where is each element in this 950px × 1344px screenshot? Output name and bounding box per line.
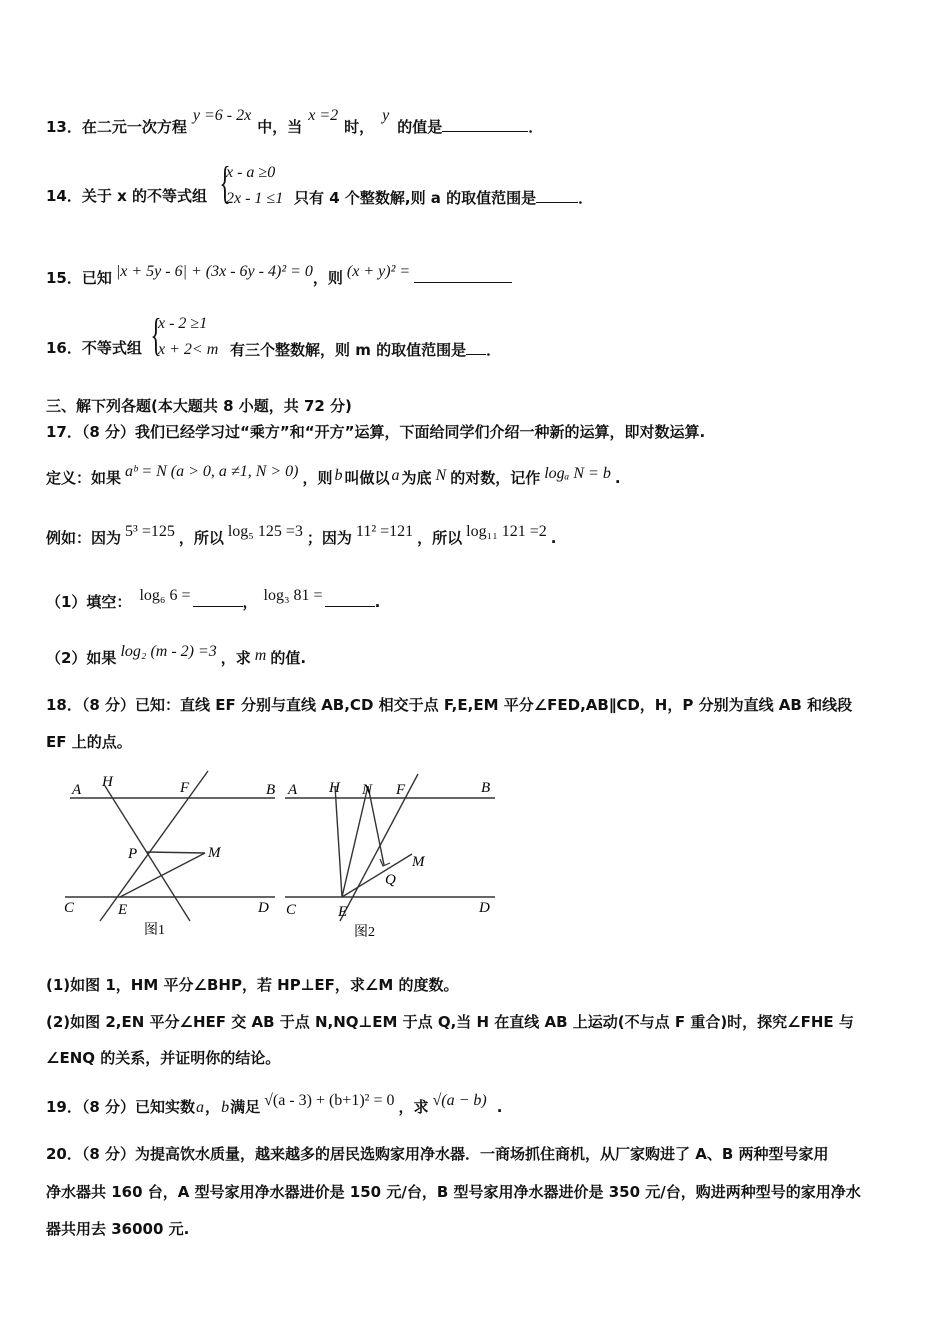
segment-ne [342,786,368,897]
question-14 [46,186,207,206]
text: ，所以 [178,529,224,547]
var-a: a [391,467,400,484]
left-brace: { [150,309,162,360]
line-ef [100,771,208,921]
text: ，求 [220,649,251,667]
text: . [614,469,621,487]
question-16 [46,338,142,358]
text: 的值. [270,649,307,667]
q18-line1: 18．（8 分）已知：直线 EF 分别与直线 AB,CD 相交于点 F,E,EM 平分∠FED,AB∥CD，H，P 分别为直线 AB 和线段 [46,696,853,714]
segment-hm [146,852,205,853]
q15-expression2: (x + y)² = [346,263,411,280]
text: ，求 [398,1098,429,1116]
label-b: B [266,782,276,798]
q16-tail-line [230,338,501,360]
var-b: b [221,1099,230,1116]
q14-end: ． [578,189,594,207]
q19-expression: √(a - 3) + (b+1)² = 0 [264,1092,395,1109]
q17-p1-a: log₆ 6 = [139,587,191,604]
text: 定义：如果 [46,469,122,487]
label-c: C [64,900,75,916]
question-15 [46,263,512,289]
text: ， [242,593,258,611]
var-m: m [254,647,267,664]
left-brace: { [219,157,231,208]
label-f: F [396,782,406,798]
label-h: H [102,774,113,790]
q13-tail: 的值是 [397,118,443,136]
q17-def-log: logₐ N = b [544,465,611,482]
label-m: M [208,845,221,861]
q14-tail-line [294,186,593,208]
segment-he [335,786,342,897]
q13-mid2: 时， [344,118,375,136]
label-a: A [72,782,82,798]
q18-part1: (1)如图 1，HM 平分∠BHP，若 HP⊥EF，求∠M 的度数。 [46,976,459,994]
q14-tail: 只有 4 个整数解,则 a 的取值范围是 [294,189,537,207]
q16-tail: 有三个整数解，则 m 的取值范围是 [230,341,467,359]
label-f: F [180,780,190,796]
line-ef [340,774,418,921]
answer-blank [414,266,512,283]
var-a: a [196,1099,205,1116]
var-b: b [334,467,343,484]
label-m: M [412,854,425,870]
q13-equation: y =6 - 2x [192,107,252,124]
q13-end: ． [528,118,544,136]
label-d: D [258,900,269,916]
q17-ex1: 5³ =125 [125,523,175,540]
q17-ex4: log₁₁ 121 =2 [466,523,547,540]
q17-def-expression: aᵇ = N (a > 0, a ≠1, N > 0) [125,463,299,480]
q17-p1-b: log₃ 81 = [263,587,323,604]
q14-label: 14．关于 x 的不等式组 [46,187,207,205]
q19-expression2: √(a − b) [432,1092,487,1109]
caption-1: 图1 [144,923,165,938]
q13-label: 13．在二元一次方程 [46,118,187,136]
section-header: 三、解下列各题(本大题共 8 小题，共 72 分) [46,397,352,415]
label-q: Q [385,872,396,888]
q16-end: ． [486,341,502,359]
label-a: A [288,782,298,798]
text: 为底 [401,469,432,487]
q18-line2: EF 上的点。 [46,733,132,751]
q13-y: y [382,107,390,124]
label-e: E [118,902,128,918]
q16-system [158,314,218,360]
line-hp [105,786,190,921]
text: 的对数，记作 [450,469,541,487]
caption-2: 图2 [354,925,375,940]
text: 19．（8 分）已知实数 [46,1098,196,1116]
text: （2）如果 [46,649,117,667]
text: ，则 [302,469,333,487]
question-19 [46,1092,503,1118]
q18-part2-line2: ∠ENQ 的关系，并证明你的结论。 [46,1049,281,1067]
text: 叫做以 [344,469,390,487]
label-e: E [338,904,348,920]
var-n: N [435,467,447,484]
text: （1）填空： [46,593,132,611]
q20-line3: 器共用去 36000 元. [46,1220,190,1238]
text: 满足 [230,1098,261,1116]
label-p: P [128,846,138,862]
q20-line1: 20．（8 分）为提高饮水质量，越来越多的居民选购家用净水器．一商场抓住商机，从厂家购进了 A、B 两种型号家用 [46,1145,829,1163]
q13-mid: 中，当 [257,118,303,136]
q18-part2-line1: (2)如图 2,EN 平分∠HEF 交 AB 于点 N,NQ⊥EM 于点 Q,当 H 在直线 AB 上运动(不与点 F 重合)时，探究∠FHE 与 [46,1013,854,1031]
q17-p2-expression: log₂ (m - 2) =3 [120,643,217,660]
answer-blank [536,186,578,203]
label-h: H [329,780,340,796]
q15-mid: ，则 [312,269,343,287]
q15-expression: |x + 5y - 6| + (3x - 6y - 4)² = 0 [115,263,313,280]
figure-1 [60,766,280,946]
text: ， [205,1098,221,1116]
q17-definition [46,463,621,489]
q17-part1 [46,587,381,613]
answer-blank [466,338,486,355]
q15-label: 15．已知 [46,269,112,287]
q17-ex2: log₅ 125 =3 [227,523,303,540]
answer-blank [442,115,528,132]
q16-ineq1: x - 2 ≥1 [158,315,208,332]
q17-ex3: 11² =121 [355,523,414,540]
text: . [374,593,381,611]
text: 例如：因为 [46,529,122,547]
question-13 [46,107,544,138]
q13-condition: x =2 [308,107,339,124]
text: . [496,1098,503,1116]
right-angle-mark [380,859,390,866]
q20-line2: 净水器共 160 台，A 型号家用净水器进价是 150 元/台，B 型号家用净水器进价是 350 元/台，购进两种型号的家用净水 [46,1183,861,1201]
q14-ineq2: 2x - 1 ≤1 [226,190,284,207]
q17-part2 [46,643,307,669]
q16-label: 16．不等式组 [46,339,142,357]
q14-system [226,163,283,209]
label-c: C [286,902,297,918]
q17-example [46,523,557,549]
answer-blank [193,590,243,607]
label-n: N [362,782,373,798]
label-d: D [479,900,490,916]
figure-2 [280,766,505,946]
text: . [550,529,557,547]
answer-blank [325,590,375,607]
label-b: B [481,780,491,796]
q17-line1: 17．（8 分）我们已经学习过“乘方”和“开方”运算，下面给同学们介绍一种新的运算，即对数运算. [46,423,706,441]
ray-em [342,854,412,897]
q16-ineq2: x + 2< m [158,341,219,358]
q14-ineq1: x - a ≥0 [226,164,276,181]
text: ；因为 [306,529,352,547]
text: ，所以 [417,529,463,547]
